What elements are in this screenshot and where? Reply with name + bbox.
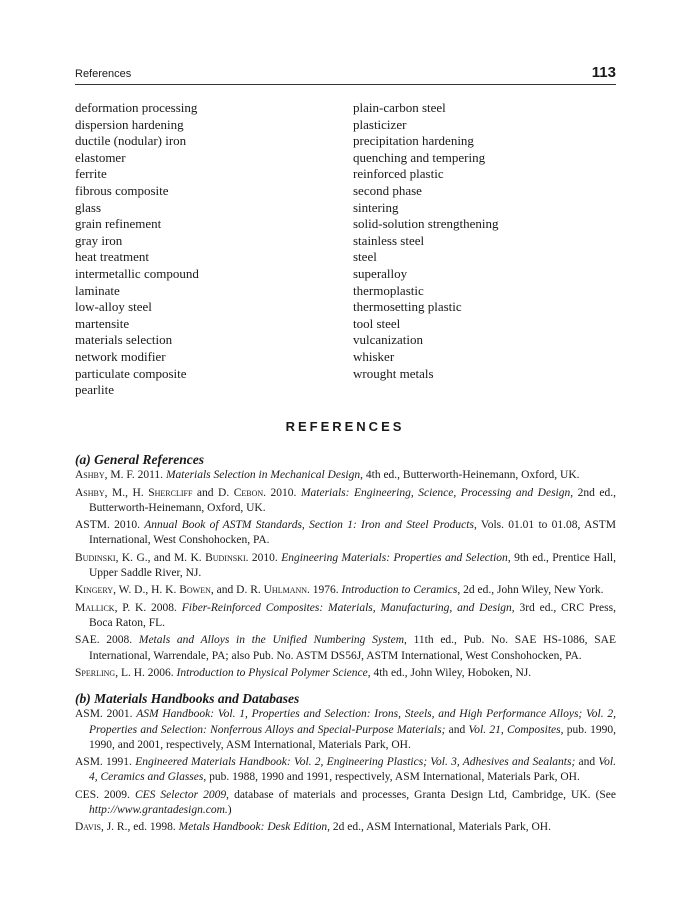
reference-text: , 9th ed., Prentice Hall, Upper Saddle River, NJ. bbox=[89, 551, 617, 580]
reference-text: and bbox=[575, 756, 599, 769]
reference-text: SAE. 2008. bbox=[75, 634, 139, 647]
reference-title: Introduction to Physical Polymer Science bbox=[176, 666, 368, 679]
author-name: Uhlmann bbox=[263, 584, 308, 597]
key-term: gray iron bbox=[75, 232, 123, 248]
author-name: Kingery bbox=[75, 584, 114, 597]
key-term: reinforced plastic bbox=[353, 166, 444, 182]
author-name: Davis bbox=[75, 821, 101, 834]
reference-text: ASM. 1991. bbox=[75, 756, 136, 769]
reference-text: , pub. 1988, 1990 and 1991, respectively, ASM International, Materials Park, OH. bbox=[203, 771, 580, 784]
reference-text: , 2d ed., John Wiley, New York. bbox=[457, 584, 604, 597]
reference-title: Vol. 4, Ceramics and Glasses bbox=[89, 756, 616, 784]
author-name: Cebon bbox=[233, 486, 264, 499]
key-term: quenching and tempering bbox=[353, 149, 486, 165]
reference-title: http://www.grantadesign.com. bbox=[89, 804, 228, 817]
reference-entry bbox=[75, 633, 616, 664]
author-name: Ashby bbox=[75, 486, 105, 499]
reference-text: . 1976. bbox=[307, 584, 342, 597]
key-term: plasticizer bbox=[353, 116, 407, 132]
reference-subheading: (b) Materials Handbooks and Databases bbox=[75, 691, 300, 706]
reference-title: Vol. 21, Composites bbox=[468, 723, 561, 736]
key-term: vulcanization bbox=[353, 332, 424, 348]
reference-title: Engineered Materials Handbook: Vol. 2, Engineering Plastics; Vol. 3, Adhesives and Sealants; bbox=[135, 756, 576, 769]
reference-entry bbox=[75, 820, 616, 835]
reference-title: Metals and Alloys in the Unified Numbering System bbox=[138, 634, 405, 647]
reference-text: , database of materials and processes, Granta Design Ltd, Cambridge, UK. (See bbox=[226, 788, 617, 801]
handbooks-databases-section bbox=[75, 691, 616, 838]
key-term: precipitation hardening bbox=[353, 133, 474, 149]
reference-text: , 11th ed., Pub. No. SAE HS-1086, SAE International, Warrendale, PA; also Pub. No. ASTM DS56J, ASTM International, West Conshohocken, PA. bbox=[89, 634, 616, 662]
author-name: Budinski bbox=[75, 551, 116, 564]
key-term: ferrite bbox=[75, 166, 107, 182]
reference-text: ) bbox=[227, 804, 232, 817]
reference-text: , Vols. 01.01 to 01.08, ASTM International, West Conshohocken, PA. bbox=[89, 519, 617, 547]
author-name: Bowen bbox=[179, 584, 211, 597]
key-term: ductile (nodular) iron bbox=[75, 133, 187, 149]
reference-text: ASM. 2001. bbox=[75, 708, 137, 721]
key-terms-right-column bbox=[353, 100, 499, 382]
author-name: Budinski bbox=[205, 551, 246, 564]
reference-subheading: (a) General References bbox=[75, 452, 204, 467]
reference-title: Materials Selection in Mechanical Design bbox=[165, 469, 361, 482]
general-references-section bbox=[75, 452, 616, 683]
author-name: Mallick bbox=[75, 601, 115, 614]
reference-text: , L. H. 2006. bbox=[115, 666, 177, 679]
key-term: plain-carbon steel bbox=[353, 100, 446, 115]
reference-text: . 2010. bbox=[263, 486, 301, 499]
key-term: superalloy bbox=[353, 265, 408, 281]
key-term: laminate bbox=[75, 282, 120, 298]
reference-text: and D. bbox=[192, 486, 234, 499]
reference-title: Metals Handbook: Desk Edition bbox=[178, 821, 328, 834]
reference-entry bbox=[75, 468, 616, 483]
key-term: tool steel bbox=[353, 315, 401, 331]
reference-text: CES. 2009. bbox=[75, 788, 135, 801]
reference-entry bbox=[75, 551, 616, 582]
reference-text: , and D. R. bbox=[210, 584, 264, 597]
key-term: whisker bbox=[353, 348, 395, 364]
key-term: intermetallic compound bbox=[75, 265, 199, 281]
reference-title: ASM Handbook: Vol. 1, Properties and Selection: Irons, Steels, and High Performance Alloys; Vol. 2, Properties and Selection: Nonferrous Alloys and Special-Purpose Materials; bbox=[89, 708, 616, 736]
reference-entry bbox=[75, 518, 616, 549]
reference-text: , 4th ed., Butterworth-Heinemann, Oxford, UK. bbox=[360, 469, 580, 482]
reference-entry bbox=[75, 601, 616, 632]
key-term: low-alloy steel bbox=[75, 299, 152, 315]
reference-text: and bbox=[445, 723, 469, 736]
reference-text: ASTM. 2010. bbox=[75, 519, 145, 532]
key-term: stainless steel bbox=[353, 232, 425, 248]
reference-title: Engineering Materials: Properties and Selection bbox=[281, 551, 508, 564]
key-term: materials selection bbox=[75, 332, 173, 348]
reference-entry bbox=[75, 788, 616, 819]
key-term: network modifier bbox=[75, 348, 166, 364]
reference-text: , 2nd ed., Butterworth-Heinemann, Oxford, UK. bbox=[89, 486, 616, 514]
key-term: grain refinement bbox=[75, 216, 162, 232]
key-term: steel bbox=[353, 249, 377, 265]
reference-entry bbox=[75, 666, 616, 681]
key-term: solid-solution strengthening bbox=[353, 216, 499, 232]
reference-title: Annual Book of ASTM Standards, Section 1: Iron and Steel Products bbox=[144, 519, 474, 532]
key-terms-left-column bbox=[75, 100, 199, 399]
key-term: deformation processing bbox=[75, 100, 198, 115]
author-name: Sperling bbox=[75, 666, 116, 679]
reference-text: , 4th ed., John Wiley, Hoboken, NJ. bbox=[367, 666, 532, 679]
key-term: dispersion hardening bbox=[75, 116, 184, 132]
key-term: second phase bbox=[353, 182, 422, 198]
page-number: 113 bbox=[591, 64, 616, 81]
key-term: sintering bbox=[353, 199, 399, 215]
reference-title: Introduction to Ceramics bbox=[341, 584, 458, 597]
reference-text: , K. G., and M. K. bbox=[115, 551, 206, 564]
key-term: glass bbox=[75, 199, 101, 215]
reference-text: , P. K. 2008. bbox=[114, 601, 182, 614]
reference-text: . 2010. bbox=[245, 551, 282, 564]
author-name: Ashby bbox=[75, 469, 105, 482]
key-term: thermoplastic bbox=[353, 282, 424, 298]
key-term: martensite bbox=[75, 315, 130, 331]
key-term: pearlite bbox=[75, 382, 114, 398]
author-name: Shercliff bbox=[148, 486, 193, 499]
reference-text: , 2d ed., ASM International, Materials Park, OH. bbox=[327, 821, 551, 834]
section-title: References bbox=[75, 68, 132, 80]
key-term: particulate composite bbox=[75, 365, 187, 381]
reference-title: Materials: Engineering, Science, Processing and Design bbox=[300, 486, 571, 499]
key-term: fibrous composite bbox=[75, 182, 169, 198]
reference-text: , M. F. 2011. bbox=[104, 469, 166, 482]
key-term: thermosetting plastic bbox=[353, 299, 462, 315]
reference-title: CES Selector 2009 bbox=[134, 788, 227, 801]
reference-entry bbox=[75, 486, 616, 517]
key-term: heat treatment bbox=[75, 249, 149, 265]
references-heading: REFERENCES bbox=[285, 419, 405, 434]
reference-text: , pub. 1990, 1990, and 2001, respectively, ASM International, Materials Park, OH. bbox=[89, 723, 617, 751]
reference-entry bbox=[75, 583, 616, 598]
key-term: elastomer bbox=[75, 149, 126, 165]
reference-entry bbox=[75, 755, 616, 786]
reference-text: , J. R., ed. 1998. bbox=[100, 821, 179, 834]
reference-title: Fiber-Reinforced Composites: Materials, Manufacturing, and Design bbox=[181, 601, 512, 614]
key-term: wrought metals bbox=[353, 365, 434, 381]
reference-text: , M., H. bbox=[104, 486, 149, 499]
reference-entry bbox=[75, 707, 616, 753]
reference-text: , W. D., H. K. bbox=[113, 584, 180, 597]
reference-text: , 3rd ed., CRC Press, Boca Raton, FL. bbox=[89, 601, 616, 629]
running-header bbox=[75, 66, 616, 85]
